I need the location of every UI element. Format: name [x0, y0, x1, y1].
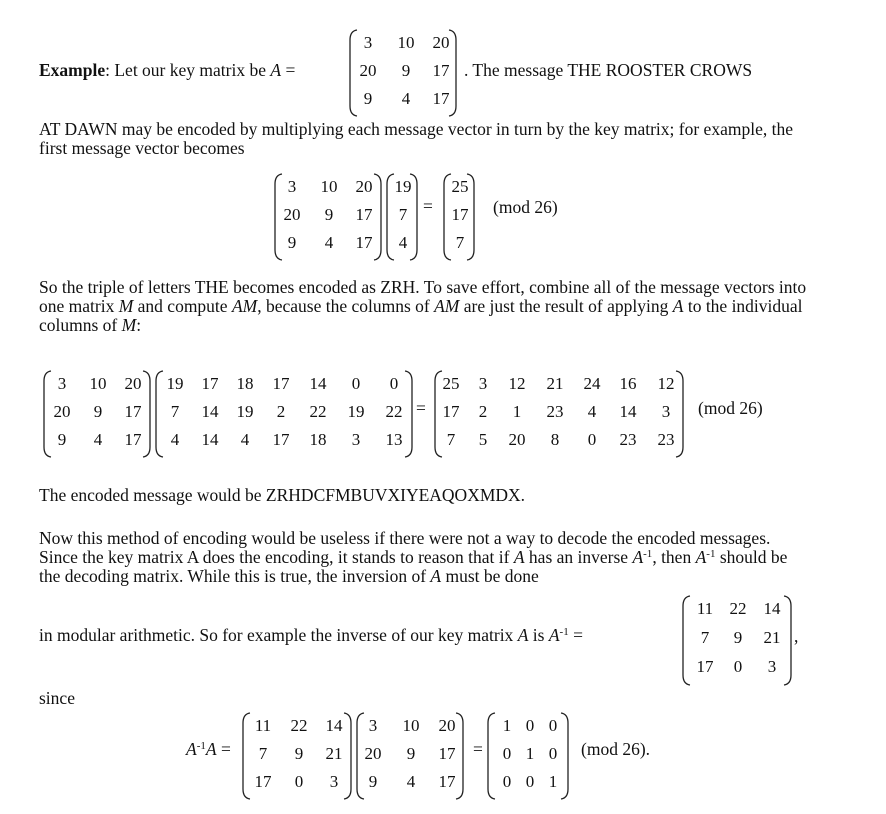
matrix-cell: 20 — [53, 402, 71, 421]
matrix-cell: 4 — [240, 430, 250, 449]
matrix-cell: 10 — [89, 374, 107, 393]
matrix-cell: 20 — [508, 430, 526, 449]
inverse-matrix-a — [682, 594, 792, 687]
matrix-cell: 7 — [398, 205, 408, 224]
matrix-cell: 20 — [438, 716, 456, 735]
matrix-cell: 19 — [236, 402, 254, 421]
matrix-cell: 14 — [201, 402, 219, 421]
matrix-cell: 17 — [696, 657, 714, 676]
matrix-cell: 22 — [309, 402, 327, 421]
matrix-cell: 7 — [258, 744, 268, 763]
paragraph-encoding: AT DAWN may be encoded by multiplying each message vector in turn by the key matrix; for example, the first message vector becomes — [39, 119, 793, 158]
matrix-cell: 1 — [502, 716, 512, 735]
matrix-cell: 3 — [368, 716, 378, 735]
matrix-cell: 1 — [525, 744, 535, 763]
matrix-cell: 20 — [432, 33, 450, 52]
equals-sign: = — [285, 60, 296, 80]
matrix-cell: 9 — [401, 61, 411, 80]
matrix-cell: 0 — [525, 772, 535, 791]
matrix-cell: 16 — [619, 374, 637, 393]
matrix-cell: 1 — [548, 772, 558, 791]
matrix-cell: 17 — [201, 374, 219, 393]
matrix-cell: 21 — [763, 628, 781, 647]
matrix-cell: 0 — [351, 374, 361, 393]
matrix-cell: 10 — [320, 177, 338, 196]
matrix-cell: 21 — [325, 744, 343, 763]
encoded-vector-zrh — [443, 172, 475, 262]
matrix-cell: 3 — [57, 374, 67, 393]
matrix-cell: 17 — [438, 744, 456, 763]
encoded-message: The encoded message would be ZRHDCFMBUVXIYEAQOXMDX. — [39, 485, 526, 505]
matrix-cell: 17 — [438, 772, 456, 791]
matrix-cell: 4 — [401, 89, 411, 108]
matrix-cell: 3 — [329, 772, 339, 791]
message-vector-the — [386, 172, 418, 262]
matrix-cell: 2 — [276, 402, 286, 421]
mod-label: (mod 26) — [493, 197, 558, 217]
matrix-cell: 20 — [364, 744, 382, 763]
matrix-cell: 18 — [309, 430, 327, 449]
paragraph-decoding: Now this method of encoding would be useless if there were not a way to decode the encoded messages. Since the key matrix A does the encoding, it stands to reason that if A has an inverse $A^{-1}$, then $A^{-1}$ should be the decoding matrix. While this is true, the inversion of A must be done — [39, 528, 788, 586]
matrix-cell: 9 — [294, 744, 304, 763]
matrix-cell: 7 — [455, 233, 465, 252]
matrix-cell: 7 — [446, 430, 456, 449]
matrix-cell: 9 — [57, 430, 67, 449]
matrix-cell: 0 — [733, 657, 743, 676]
matrix-cell: 23 — [657, 430, 675, 449]
inverse-matrix-a-2 — [242, 711, 352, 801]
equals-sign: = — [423, 196, 433, 216]
matrix-cell: 8 — [550, 430, 560, 449]
matrix-cell: 3 — [767, 657, 777, 676]
equals-sign: = — [473, 739, 483, 759]
matrix-cell: 14 — [619, 402, 637, 421]
matrix-cell: 14 — [309, 374, 327, 393]
inverse-line: in modular arithmetic. So for example the inverse of our key matrix A is $A^{-1}$ = — [39, 625, 583, 645]
matrix-cell: 7 — [170, 402, 180, 421]
matrix-cell: 4 — [406, 772, 416, 791]
comma: , — [794, 626, 799, 646]
matrix-cell: 0 — [294, 772, 304, 791]
matrix-cell: 20 — [355, 177, 373, 196]
matrix-cell: 3 — [661, 402, 671, 421]
matrix-cell: 20 — [124, 374, 142, 393]
matrix-cell: 10 — [397, 33, 415, 52]
since-label: since — [39, 688, 75, 708]
key-matrix-a-2 — [274, 172, 382, 262]
matrix-cell: 23 — [546, 402, 564, 421]
matrix-cell: 17 — [272, 430, 290, 449]
matrix-cell: 20 — [359, 61, 377, 80]
matrix-cell: 17 — [272, 374, 290, 393]
matrix-cell: 0 — [525, 716, 535, 735]
left-paren — [683, 596, 690, 685]
matrix-cell: 9 — [363, 89, 373, 108]
key-matrix-a-4 — [356, 711, 464, 801]
matrix-cell: 17 — [432, 89, 450, 108]
matrix-cell: 17 — [432, 61, 450, 80]
identity-matrix — [487, 711, 569, 801]
matrix-cell: 17 — [254, 772, 272, 791]
matrix-cell: 22 — [729, 599, 747, 618]
matrix-cell: 9 — [733, 628, 743, 647]
matrix-cell: 17 — [442, 402, 460, 421]
matrix-cell: 1 — [512, 402, 522, 421]
matrix-cell: 12 — [657, 374, 675, 393]
matrix-cell: 4 — [587, 402, 597, 421]
matrix-cell: 4 — [93, 430, 103, 449]
matrix-cell: 12 — [508, 374, 526, 393]
matrix-cell: 5 — [478, 430, 488, 449]
matrix-cell: 9 — [324, 205, 334, 224]
matrix-cell: 17 — [124, 430, 142, 449]
matrix-cell: 25 — [442, 374, 460, 393]
matrix-cell: 0 — [587, 430, 597, 449]
matrix-cell: 3 — [287, 177, 297, 196]
mod-label-final: (mod 26). — [581, 739, 651, 759]
matrix-cell: 0 — [502, 744, 512, 763]
matrix-cell: 3 — [363, 33, 373, 52]
inverse-times-a-label: $A^{-1}A$ = — [186, 739, 231, 759]
matrix-cell: 10 — [402, 716, 420, 735]
matrix-cell: 11 — [696, 599, 714, 618]
matrix-cell: 24 — [583, 374, 601, 393]
message-matrix-m — [155, 369, 413, 459]
intro-text: : Let our key matrix be — [105, 60, 266, 80]
matrix-cell: 19 — [166, 374, 184, 393]
matrix-cell: 19 — [394, 177, 412, 196]
result-matrix-am — [434, 369, 684, 459]
matrix-cell: 11 — [254, 716, 272, 735]
key-matrix-a — [349, 28, 457, 118]
matrix-cell: 22 — [385, 402, 403, 421]
matrix-cell: 4 — [170, 430, 180, 449]
matrix-cell: 4 — [398, 233, 408, 252]
matrix-cell: 9 — [406, 744, 416, 763]
matrix-cell: 9 — [287, 233, 297, 252]
example-intro — [39, 60, 295, 80]
key-matrix-a-3 — [43, 369, 151, 459]
matrix-cell: 2 — [478, 402, 488, 421]
mod-label: (mod 26) — [698, 398, 763, 418]
matrix-cell: 9 — [93, 402, 103, 421]
matrix-cell: 14 — [763, 599, 781, 618]
matrix-cell: 4 — [324, 233, 334, 252]
matrix-cell: 3 — [351, 430, 361, 449]
matrix-cell: 0 — [548, 744, 558, 763]
matrix-cell: 17 — [355, 205, 373, 224]
matrix-cell: 18 — [236, 374, 254, 393]
matrix-cell: 17 — [355, 233, 373, 252]
matrix-cell: 0 — [502, 772, 512, 791]
matrix-cell: 23 — [619, 430, 637, 449]
message-label: . The message THE ROOSTER CROWS — [464, 60, 753, 80]
var-a: A — [270, 60, 282, 80]
matrix-cell: 3 — [478, 374, 488, 393]
matrix-cell: 0 — [389, 374, 399, 393]
matrix-cell: 21 — [546, 374, 564, 393]
paragraph-combine: So the triple of letters THE becomes encoded as ZRH. To save effort, combine all of the message vectors into one matrix M and compute AM, because the columns of AM are just the result of applying A to the individual columns of M: — [39, 277, 807, 335]
matrix-cell: 17 — [124, 402, 142, 421]
matrix-cell: 17 — [451, 205, 469, 224]
matrix-cell: 9 — [368, 772, 378, 791]
matrix-cell: 20 — [283, 205, 301, 224]
matrix-cell: 7 — [700, 628, 710, 647]
matrix-cell: 19 — [347, 402, 365, 421]
matrix-cell: 14 — [201, 430, 219, 449]
matrix-cell: 14 — [325, 716, 343, 735]
matrix-cell: 25 — [451, 177, 469, 196]
matrix-cell: 22 — [290, 716, 308, 735]
equals-sign: = — [416, 398, 426, 418]
example-label: Example — [39, 60, 106, 80]
matrix-cell: 0 — [548, 716, 558, 735]
matrix-cell: 13 — [385, 430, 403, 449]
